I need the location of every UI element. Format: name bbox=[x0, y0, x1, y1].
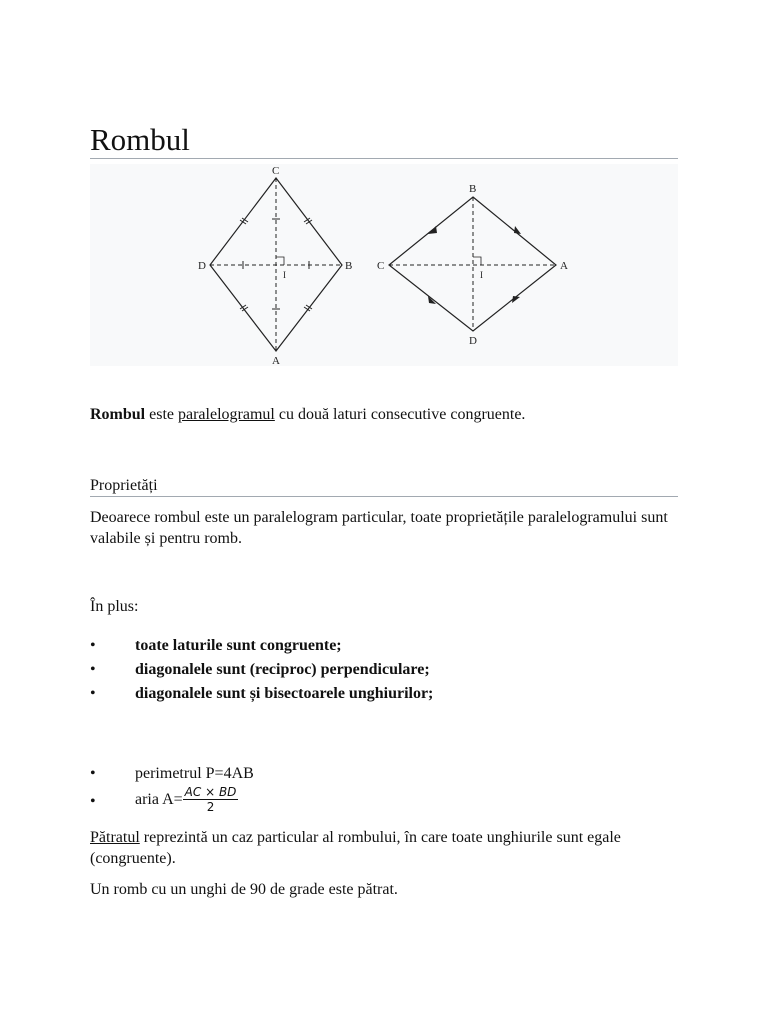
patrat-link[interactable]: Pătratul bbox=[90, 829, 140, 846]
definition-text: cu două laturi consecutive congruente. bbox=[274, 406, 526, 423]
square-text: reprezintă un caz particular al rombului, în care toate unghiurile sunt egale (congruente). bbox=[90, 829, 621, 867]
bullet: • bbox=[90, 685, 96, 702]
vertex-label: C bbox=[377, 260, 385, 272]
right-rhombus bbox=[377, 183, 568, 347]
bullet: • bbox=[90, 637, 96, 654]
property-text: diagonalele sunt (reciproc) perpendiculare; bbox=[135, 661, 430, 678]
rhombus-figure bbox=[90, 164, 678, 366]
property-text: diagonalele sunt și bisectoarele unghiurilor; bbox=[135, 685, 434, 702]
vertex-label: D bbox=[469, 335, 477, 347]
in-plus-label: În plus: bbox=[90, 598, 139, 615]
vertex-label: B bbox=[469, 183, 477, 195]
section-heading-properties: Proprietăți bbox=[90, 476, 678, 497]
list-item bbox=[90, 785, 678, 819]
vertex-label: A bbox=[560, 260, 568, 272]
property-text: toate laturile sunt congruente; bbox=[135, 637, 342, 654]
center-label: I bbox=[283, 270, 286, 280]
bullet: • bbox=[90, 793, 96, 810]
center-label: I bbox=[480, 270, 483, 280]
vertex-label: B bbox=[345, 260, 353, 272]
left-rhombus bbox=[198, 165, 352, 366]
vertex-label: C bbox=[272, 165, 280, 177]
vertex-label: D bbox=[198, 260, 206, 272]
fraction-denominator: 2 bbox=[206, 800, 215, 814]
intro-paragraph: Deoarece rombul este un paralelogram particular, toate proprietățile paralelogramului sunt valabile și pentru romb. bbox=[90, 509, 668, 547]
definition-paragraph bbox=[90, 404, 680, 425]
definition-term: Rombul bbox=[90, 406, 146, 423]
vertex-label: A bbox=[272, 355, 280, 366]
area-prefix: aria A= bbox=[135, 791, 183, 808]
area-formula bbox=[135, 785, 238, 814]
bullet: • bbox=[90, 661, 96, 678]
perimeter-formula: perimetrul P=4AB bbox=[135, 765, 254, 782]
page-title: Rombul bbox=[90, 122, 678, 159]
bullet: • bbox=[90, 765, 96, 782]
fraction-numerator: AC × BD bbox=[184, 785, 237, 799]
area-fraction bbox=[183, 785, 239, 814]
definition-text: este bbox=[145, 406, 178, 423]
paralelogram-link[interactable]: paralelogramul bbox=[178, 406, 275, 423]
rhombus-diagrams bbox=[90, 164, 678, 366]
right-angle-paragraph: Un romb cu un unghi de 90 de grade este pătrat. bbox=[90, 881, 398, 898]
square-paragraph bbox=[90, 827, 680, 869]
